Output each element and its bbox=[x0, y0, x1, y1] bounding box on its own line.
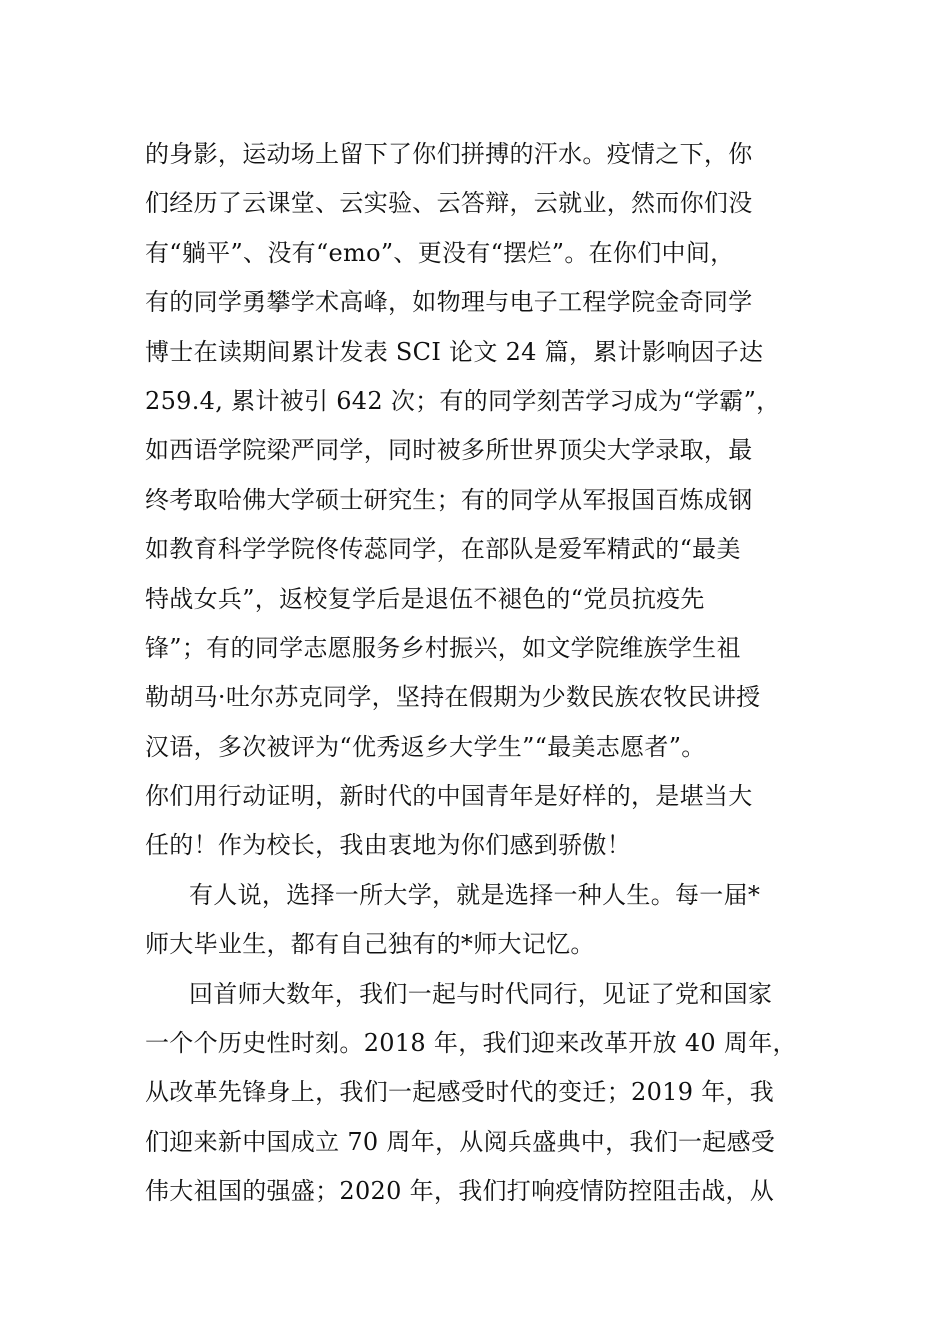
text-line: 如教育科学学院佟传蕊同学，在部队是爱军精武的“最美 bbox=[145, 535, 741, 564]
paragraph-first-line: 回首师大数年，我们一起与时代同行，见证了党和国家 bbox=[189, 979, 773, 1008]
text-line: 们经历了云课堂、云实验、云答辩，云就业，然而你们没 bbox=[145, 189, 753, 218]
text-line: 博士在读期间累计发表 SCI 论文 24 篇，累计影响因子达 bbox=[145, 337, 764, 366]
text-line: 从改革先锋身上，我们一起感受时代的变迁；2019 年，我 bbox=[145, 1078, 775, 1107]
text-line: 任的！作为校长，我由衷地为你们感到骄傲！ bbox=[145, 831, 631, 860]
text-line: 的身影，运动场上留下了你们拼搏的汗水。疫情之下，你 bbox=[145, 140, 753, 168]
text-line: 有“躺平”、没有“emo”、更没有“摆烂”。在你们中间， bbox=[145, 238, 735, 267]
text-line: 一个个历史性时刻。2018 年，我们迎来改革开放 40 周年， bbox=[145, 1029, 797, 1058]
text-line: 汉语，多次被评为“优秀返乡大学生”“最美志愿者”。 bbox=[145, 732, 706, 761]
text-line: 你们用行动证明，新时代的中国青年是好样的，是堪当大 bbox=[145, 782, 753, 811]
text-line: 们迎来新中国成立 70 周年，从阅兵盛典中，我们一起感受 bbox=[145, 1127, 776, 1156]
text-line: 锋”；有的同学志愿服务乡村振兴，如文学院维族学生祖 bbox=[145, 633, 741, 662]
text-line: 师大毕业生，都有自己独有的*师大记忆。 bbox=[145, 930, 595, 959]
text-line: 特战女兵”，返校复学后是退伍不褪色的“党员抗疫先 bbox=[145, 584, 705, 613]
text-line: 伟大祖国的强盛；2020 年，我们打响疫情防控阻击战，从 bbox=[145, 1177, 775, 1206]
text-line: 终考取哈佛大学硕士研究生；有的同学从军报国百炼成钢 bbox=[145, 485, 753, 514]
body-text bbox=[145, 130, 825, 1217]
text-line: 如西语学院梁严同学，同时被多所世界顶尖大学录取，最 bbox=[145, 436, 753, 465]
text-line: 勒胡马·吐尔苏克同学，坚持在假期为少数民族农牧民讲授 bbox=[145, 683, 761, 712]
paragraph-first-line: 有人说，选择一所大学，就是选择一种人生。每一届* bbox=[189, 880, 761, 909]
text-line: 259.4, 累计被引 642 次；有的同学刻苦学习成为“学霸”， bbox=[145, 386, 781, 415]
text-line: 有的同学勇攀学术高峰，如物理与电子工程学院金奇同学 bbox=[145, 288, 753, 317]
